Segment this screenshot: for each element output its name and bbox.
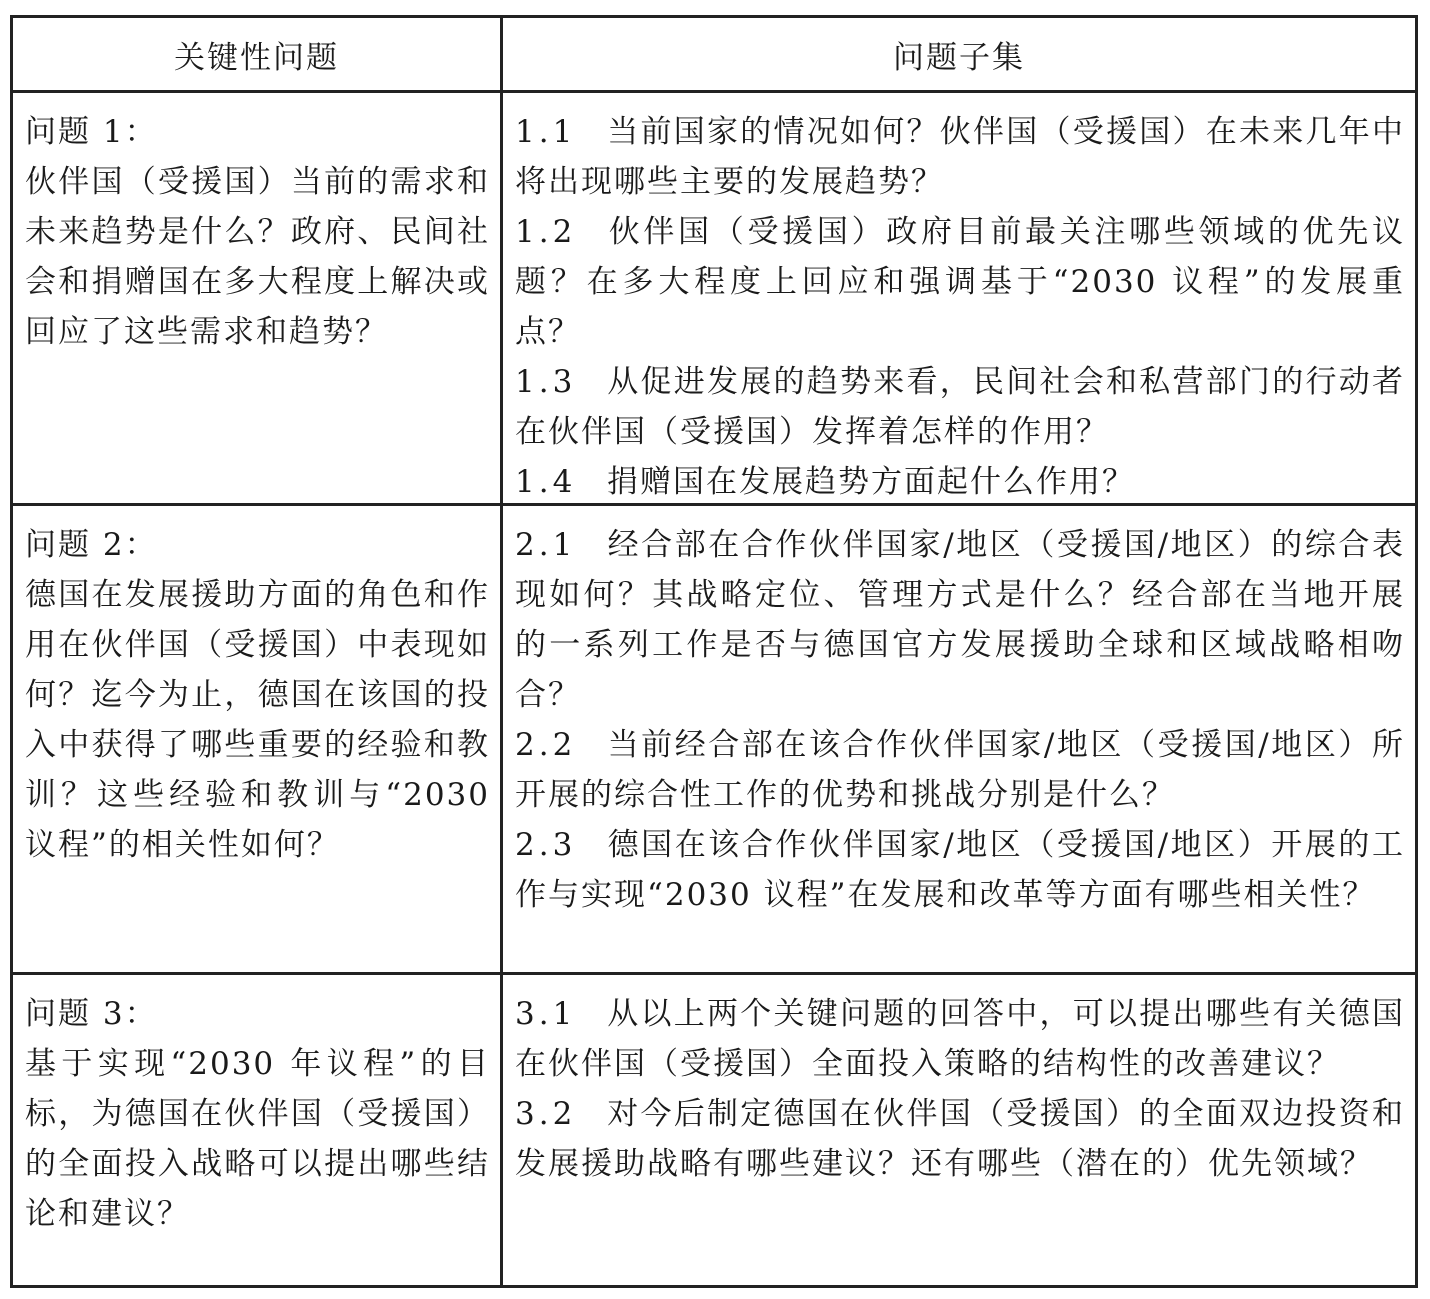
question-cell-3	[13, 975, 500, 1285]
question-label: 问题 1：	[25, 114, 158, 150]
sub-question-number: 2.1	[515, 527, 577, 563]
sub-questions-cell-3	[503, 975, 1415, 1285]
sub-question	[515, 520, 1405, 720]
sub-question-number: 1.1	[515, 114, 577, 150]
question-text: 基于实现“2030 年议程”的目标，为德国在伙伴国（受援国）的全面投入战略可以提出哪些结论和建议？	[25, 1046, 490, 1232]
sub-question-number: 2.2	[515, 727, 577, 763]
header-key-questions: 关键性问题	[174, 39, 339, 76]
sub-question	[515, 720, 1405, 820]
header-sub-questions: 问题子集	[893, 39, 1025, 76]
sub-question-number: 1.2	[515, 214, 577, 250]
sub-question	[515, 820, 1405, 920]
sub-question-number: 1.4	[515, 464, 577, 500]
sub-questions-cell-1	[503, 93, 1415, 503]
sub-question-text: 当前经合部在该合作伙伴国家/地区（受援国/地区）所开展的综合性工作的优势和挑战分别是什么？	[515, 727, 1405, 813]
sub-question-number: 1.3	[515, 364, 577, 400]
sub-question-text: 从以上两个关键问题的回答中，可以提出哪些有关德国在伙伴国（受援国）全面投入策略的结构性的改善建议？	[515, 996, 1405, 1082]
sub-question	[515, 989, 1405, 1089]
sub-question	[515, 207, 1405, 357]
sub-question-text: 经合部在合作伙伴国家/地区（受援国/地区）的综合表现如何？其战略定位、管理方式是什么？经合部在当地开展的一系列工作是否与德国官方发展援助全球和区域战略相吻合？	[515, 527, 1405, 713]
question-text: 伙伴国（受援国）当前的需求和未来趋势是什么？政府、民间社会和捐赠国在多大程度上解决或回应了这些需求和趋势？	[25, 164, 490, 350]
sub-question-number: 3.2	[515, 1096, 577, 1132]
question-text: 德国在发展援助方面的角色和作用在伙伴国（受援国）中表现如何？迄今为止，德国在该国的投入中获得了哪些重要的经验和教训？这些经验和教训与“2030 议程”的相关性如何？	[25, 577, 490, 863]
sub-question-text: 伙伴国（受援国）政府目前最关注哪些领域的优先议题？在多大程度上回应和强调基于“2030 议程”的发展重点？	[515, 214, 1405, 350]
sub-question	[515, 107, 1405, 207]
sub-question-text: 德国在该合作伙伴国家/地区（受援国/地区）开展的工作与实现“2030 议程”在发展和改革等方面有哪些相关性？	[515, 827, 1405, 913]
questions-table	[10, 15, 1418, 1288]
sub-question-text: 捐赠国在发展趋势方面起什么作用？	[607, 464, 1135, 500]
question-cell-2	[13, 506, 500, 972]
sub-question	[515, 357, 1405, 457]
sub-question-text: 对今后制定德国在伙伴国（受援国）的全面双边投资和发展援助战略有哪些建议？还有哪些（潜在的）优先领域？	[515, 1096, 1405, 1182]
question-cell-1	[13, 93, 500, 503]
question-label: 问题 3：	[25, 996, 158, 1032]
sub-question-number: 3.1	[515, 996, 577, 1032]
sub-question-number: 2.3	[515, 827, 577, 863]
sub-question-text: 当前国家的情况如何？伙伴国（受援国）在未来几年中将出现哪些主要的发展趋势？	[515, 114, 1405, 200]
question-label: 问题 2：	[25, 527, 158, 563]
sub-questions-cell-2	[503, 506, 1415, 972]
sub-question	[515, 457, 1405, 507]
sub-question	[515, 1089, 1405, 1189]
sub-question-text: 从促进发展的趋势来看，民间社会和私营部门的行动者在伙伴国（受援国）发挥着怎样的作用？	[515, 364, 1405, 450]
